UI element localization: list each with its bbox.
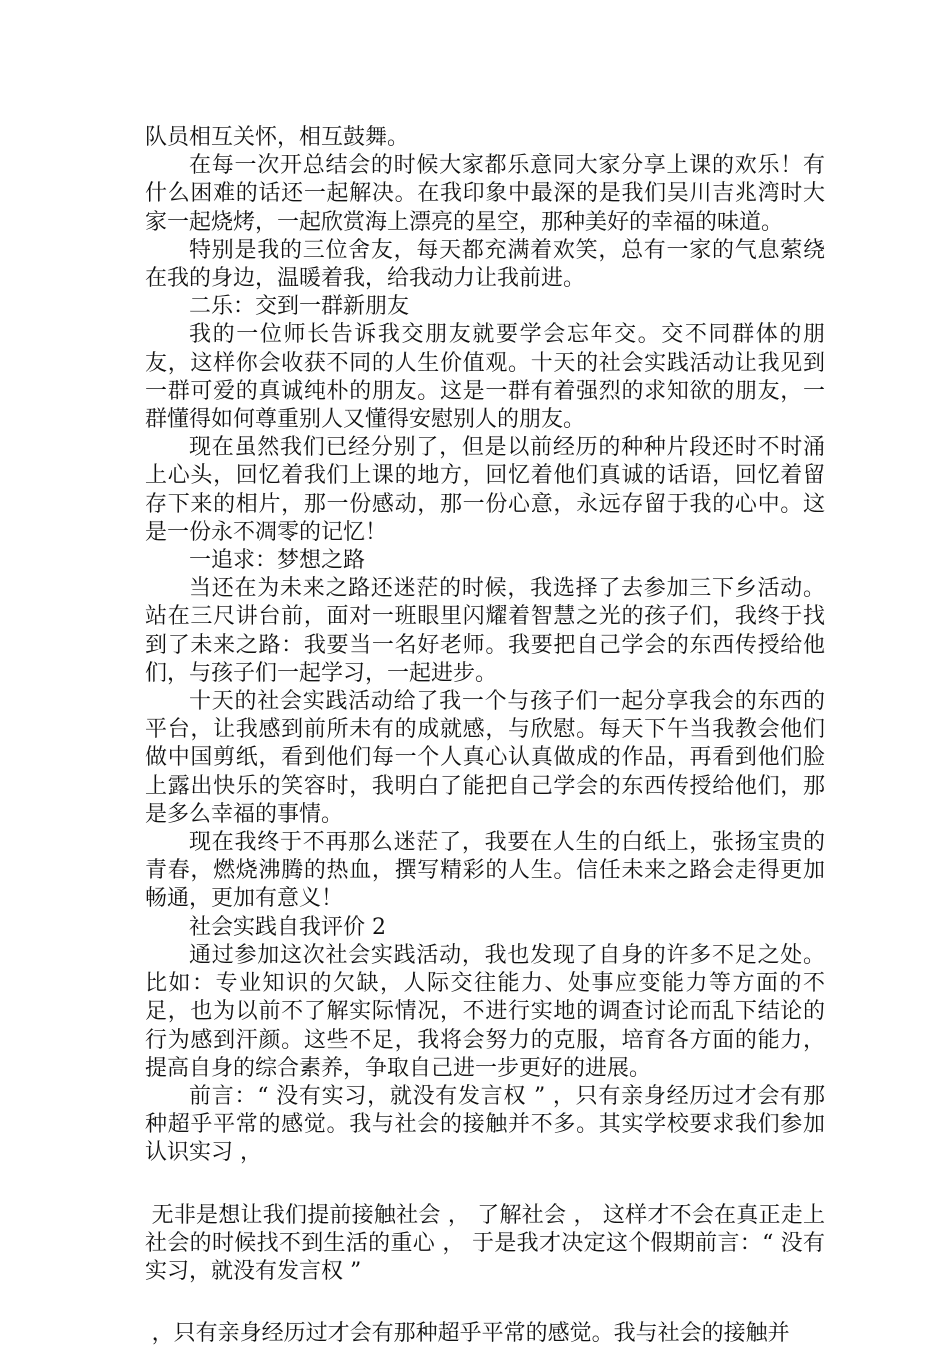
paragraph-9: 通过参加这次社会实践活动，我也发现了自身的许多不足之处。比如：专业知识的欠缺，人际交往能力、处事应变能力等方面的不足，也为以前不了解实际情况，不进行实地的调查讨论而乱下结论的行为感到汗颜。这些不足，我将会努力的克服，培育各方面的能力，提高自身的综合素养，争取自己进一步更好的进展。 xyxy=(145,942,825,1081)
document-body xyxy=(145,124,825,1348)
paragraph-2: 在每一次开总结会的时候大家都乐意同大家分享上课的欢乐！有什么困难的话还一起解决。在我印象中最深的是我们吴川吉兆湾时大家一起烧烤，一起欣赏海上漂亮的星空，那种美好的幸福的味道。 xyxy=(145,153,825,235)
paragraph-12: ，只有亲身经历过才会有那种超乎平常的感觉。我与社会的接触并 xyxy=(151,1321,790,1347)
paragraph-5: 现在虽然我们已经分别了，但是以前经历的种种片段还时不时涌上心头，回忆着我们上课的地方，回忆着他们真诚的话语，回忆着留存下来的相片，那一份感动，那一份心意，永远存留于我的心中。这是一份永不凋零的记忆！ xyxy=(145,435,825,545)
paragraph-4: 我的一位师长告诉我交朋友就要学会忘年交。交不同群体的朋友，这样你会收获不同的人生价值观。十天的社会实践活动让我见到一群可爱的真诚纯朴的朋友。这是一群有着强烈的求知欲的朋友，一群懂得如何尊重别人又懂得安慰别人的朋友。 xyxy=(145,322,825,433)
paragraph-6: 当还在为未来之路还迷茫的时候，我选择了去参加三下乡活动。站在三尺讲台前，面对一班眼里闪耀着智慧之光的孩子们，我终于找到了未来之路：我要当一名好老师。我要把自己学会的东西传授给他们，与孩子们一起学习，一起进步。 xyxy=(145,576,825,686)
paragraph-3: 特别是我的三位舍友，每天都充满着欢笑，总有一家的气息萦绕在我的身边，温暖着我，给我动力让我前进。 xyxy=(145,237,825,292)
section-heading-2: 二乐：交到一群新朋友 xyxy=(189,294,410,320)
paragraph-11: 无非是想让我们提前接触社会 ， 了解社会 ， 这样才不会在真正走上社会的时候找不到生活的重心 ， 于是我才决定这个假期前言：“ 没有实习，就没有发言权 ” xyxy=(145,1202,825,1284)
section-title: 社会实践自我评价 2 xyxy=(189,914,386,940)
paragraph-10: 前言：“ 没有实习，就没有发言权 ” ，只有亲身经历过才会有那种超乎平常的感觉。我与社会的接触并不多。其实学校要求我们参加认识实习 ， xyxy=(145,1083,825,1166)
paragraph-1: 队员相互关怀，相互鼓舞。 xyxy=(145,125,410,150)
paragraph-8: 现在我终于不再那么迷茫了，我要在人生的白纸上，张扬宝贵的青春，燃烧沸腾的热血，撰写精彩的人生。信任未来之路会走得更加畅通，更加有意义！ xyxy=(145,830,825,912)
paragraph-7: 十天的社会实践活动给了我一个与孩子们一起分享我会的东西的平台，让我感到前所未有的成就感，与欣慰。每天下午当我教会他们做中国剪纸，看到他们每一个人真心认真做成的作品，再看到他们脸上露出快乐的笑容时，我明白了能把自己学会的东西传授给他们，那是多么幸福的事情。 xyxy=(145,689,825,827)
section-heading-3: 一追求：梦想之路 xyxy=(189,548,366,574)
